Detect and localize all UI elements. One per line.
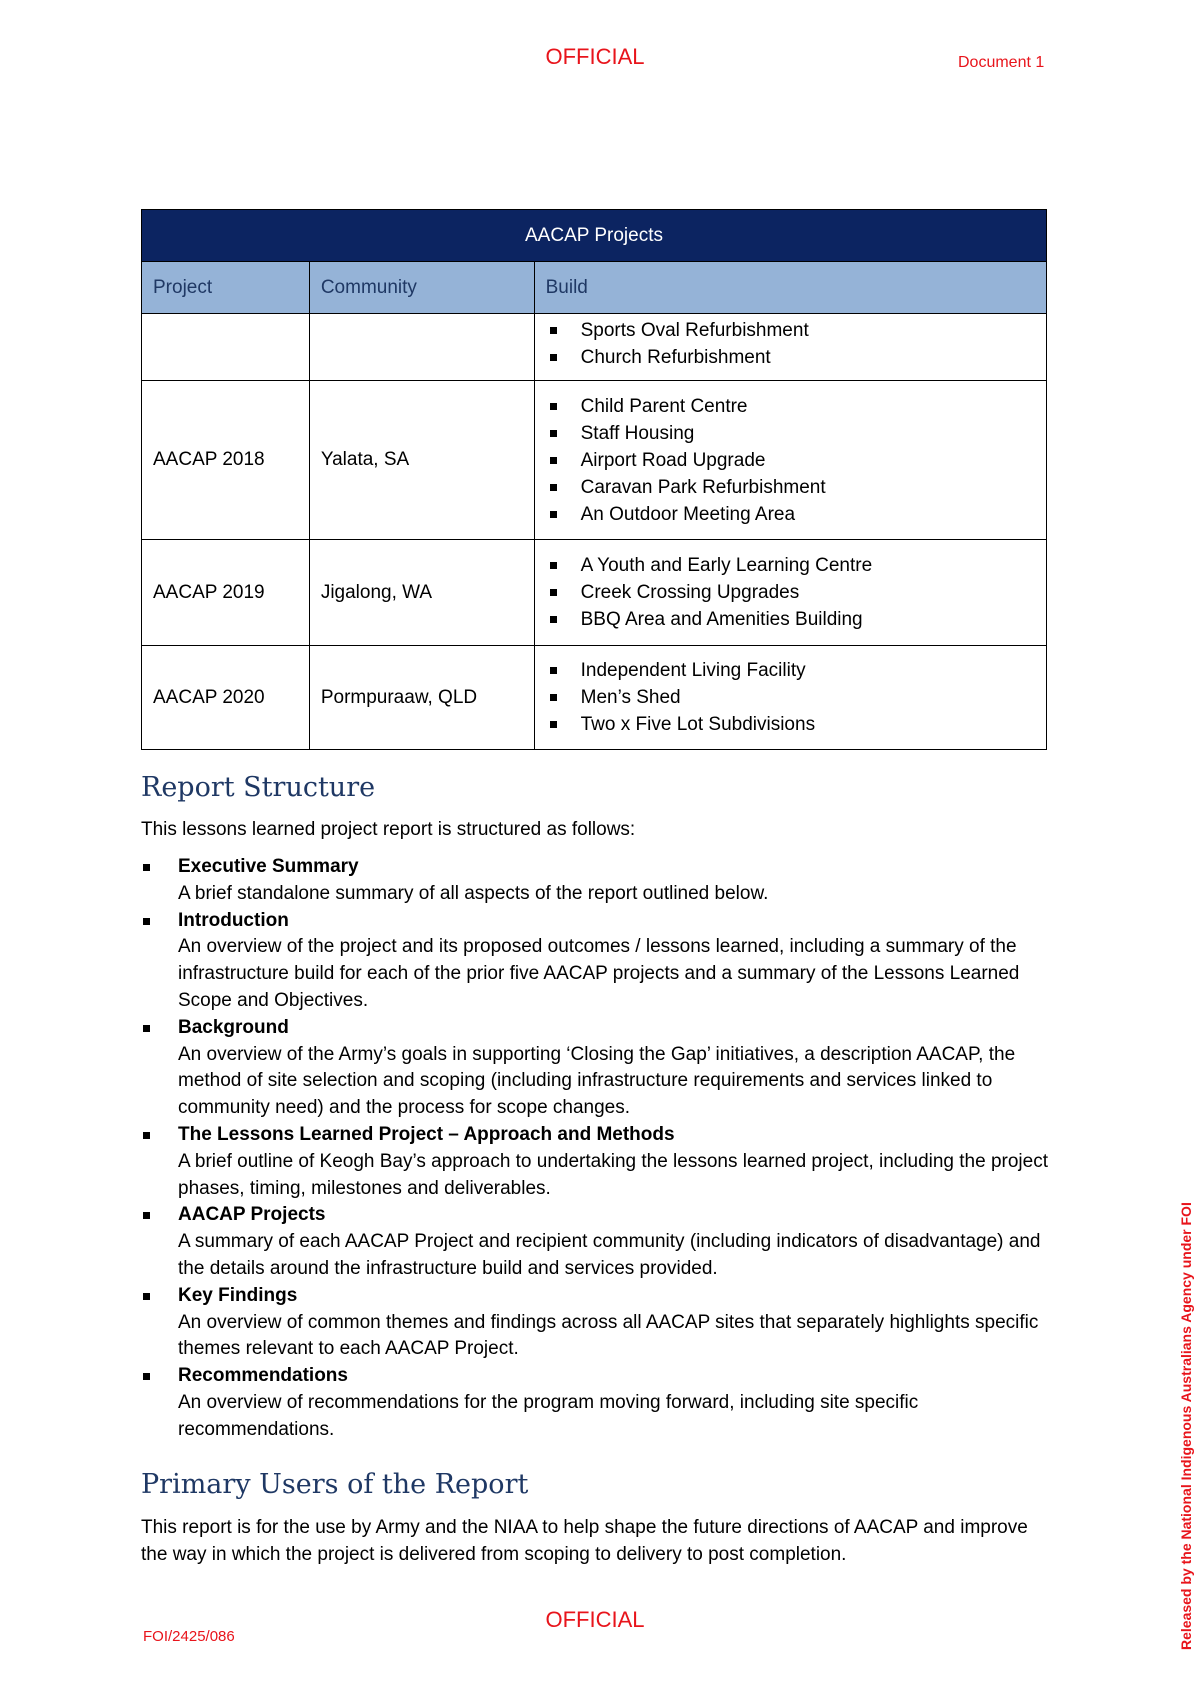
item-description: An overview of the Army’s goals in supporting ‘Closing the Gap’ initiatives, a description AACAP, the method of site selection and scoping (including infrastructure requirements and services linked to community need) and the process for scope changes.: [178, 1043, 1016, 1119]
column-header-community: Community: [309, 262, 534, 314]
report-structure-list: [141, 854, 1051, 1444]
build-item: Independent Living Facility: [546, 657, 1046, 684]
item-title: Recommendations: [178, 1365, 348, 1387]
table-row: [142, 540, 1047, 646]
column-header-build: Build: [534, 262, 1046, 314]
item-description: A brief standalone summary of all aspects of the report outlined below.: [178, 882, 769, 904]
list-item: [141, 1202, 1051, 1282]
project-cell: AACAP 2019: [142, 540, 310, 646]
item-title: Introduction: [178, 909, 289, 931]
build-item: Caravan Park Refurbishment: [546, 474, 1046, 501]
build-item: Staff Housing: [546, 420, 1046, 447]
table-row: [142, 646, 1047, 750]
build-item: Two x Five Lot Subdivisions: [546, 711, 1046, 738]
item-description: An overview of common themes and findings across all AACAP sites that separately highlights specific themes relevant to each AACAP Project.: [178, 1311, 1039, 1360]
build-item: Men’s Shed: [546, 684, 1046, 711]
foi-reference: FOI/2425/086: [143, 1628, 235, 1645]
community-cell: Jigalong, WA: [309, 540, 534, 646]
build-item: Airport Road Upgrade: [546, 447, 1046, 474]
table-title: AACAP Projects: [142, 210, 1047, 262]
build-item: Church Refurbishment: [546, 344, 1046, 371]
item-title: Executive Summary: [178, 856, 359, 877]
community-cell: [309, 314, 534, 381]
item-title: Key Findings: [178, 1284, 298, 1306]
item-description: A summary of each AACAP Project and recipient community (including indicators of disadvantage) and the details around the infrastructure build and services provided.: [178, 1231, 1041, 1279]
primary-users-text: This report is for the use by Army and the NIAA to help shape the future directions of AACAP and improve the way in which the project is delivered from scoping to delivery to post completion.: [141, 1517, 1028, 1565]
column-header-project: Project: [142, 262, 310, 314]
item-description: An overview of the project and its proposed outcomes / lessons learned, including a summary of the infrastructure build for each of the prior five AACAP projects and a summary of the Lessons Learned Scope and Objectives.: [178, 936, 1020, 1011]
list-item: [141, 1122, 1051, 1202]
build-item: Creek Crossing Upgrades: [546, 579, 1046, 606]
item-description: A brief outline of Keogh Bay’s approach to undertaking the lessons learned project, including the project phases, timing, milestones and deliverables.: [178, 1150, 1048, 1199]
item-title: Background: [178, 1016, 289, 1038]
community-cell: Pormpuraaw, QLD: [309, 646, 534, 750]
build-cell: [534, 540, 1046, 646]
list-item: [141, 908, 1051, 1015]
build-item: BBQ Area and Amenities Building: [546, 606, 1046, 633]
report-structure-heading: Report Structure: [141, 772, 376, 803]
build-cell: [534, 646, 1046, 750]
build-item: An Outdoor Meeting Area: [546, 501, 1046, 528]
release-note: Released by the National Indigenous Australians Agency under FOI: [1178, 1202, 1194, 1650]
primary-users-heading: Primary Users of the Report: [141, 1469, 529, 1500]
list-item: [141, 854, 1051, 908]
project-cell: [142, 314, 310, 381]
document-label: Document 1: [958, 54, 1045, 71]
community-cell: Yalata, SA: [309, 381, 534, 540]
list-item: [141, 1015, 1051, 1122]
build-item: Sports Oval Refurbishment: [546, 317, 1046, 344]
build-cell: [534, 314, 1046, 381]
list-item: [141, 1283, 1051, 1363]
build-item: Child Parent Centre: [546, 393, 1046, 420]
project-cell: AACAP 2020: [142, 646, 310, 750]
table-row: [142, 314, 1047, 381]
report-structure-intro: This lessons learned project report is structured as follows:: [141, 819, 636, 840]
project-cell: AACAP 2018: [142, 381, 310, 540]
item-description: An overview of recommendations for the program moving forward, including site specific recommendations.: [178, 1391, 919, 1440]
build-cell: [534, 381, 1046, 540]
official-header: OFFICIAL: [545, 44, 645, 69]
item-title: The Lessons Learned Project – Approach and Methods: [178, 1123, 675, 1145]
official-footer: OFFICIAL: [545, 1607, 645, 1632]
table-row: [142, 381, 1047, 540]
item-title: AACAP Projects: [178, 1204, 326, 1226]
build-item: A Youth and Early Learning Centre: [546, 552, 1046, 579]
list-item: [141, 1363, 1051, 1443]
aacap-projects-table: [141, 209, 1047, 750]
